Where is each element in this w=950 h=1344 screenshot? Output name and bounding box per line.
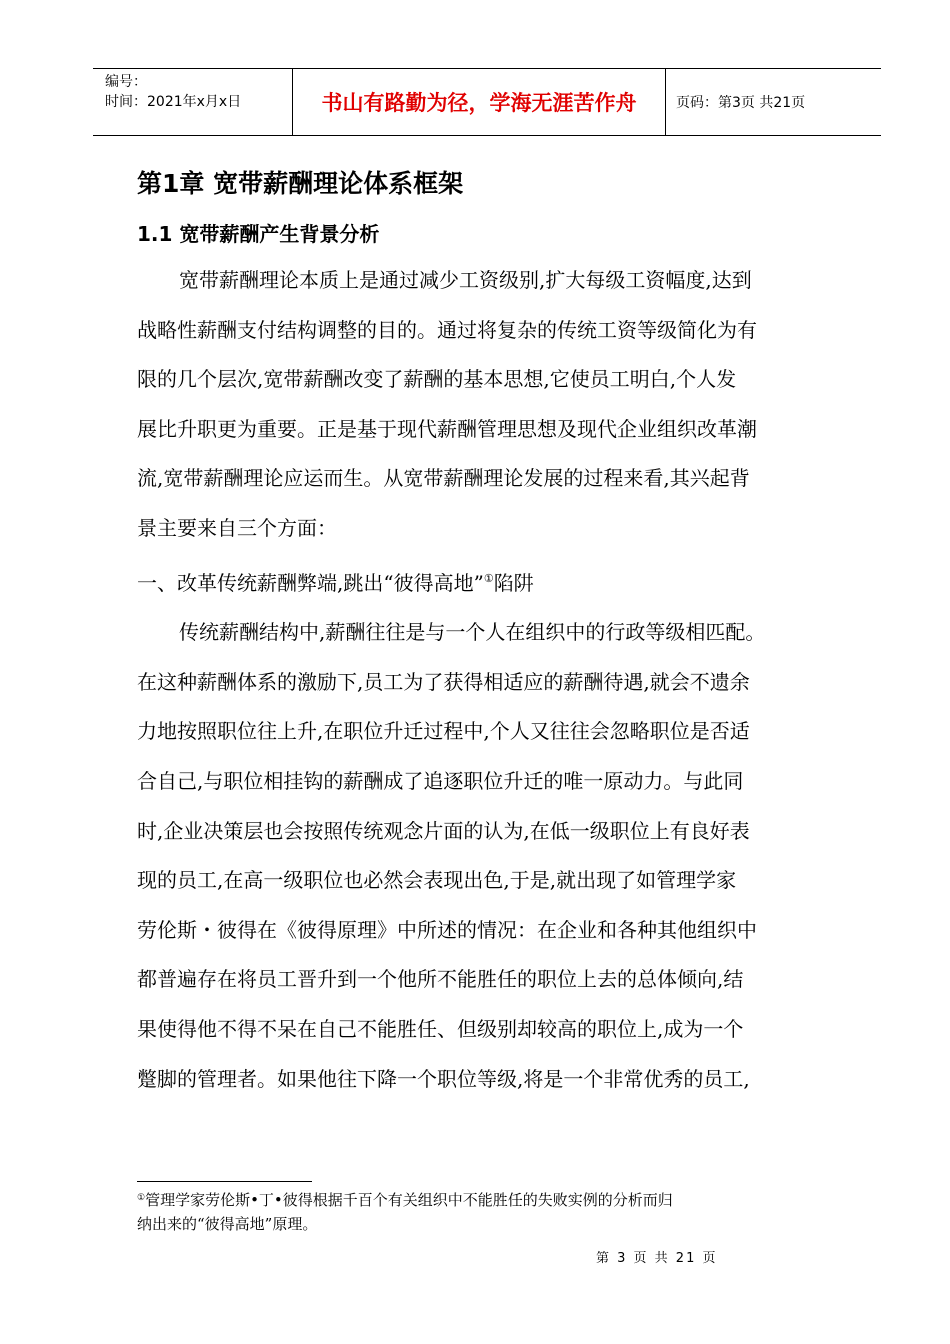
document-body — [137, 160, 837, 1104]
header-number: 编号： — [105, 74, 147, 90]
paragraph-line: 宽带薪酬理论本质上是通过减少工资级别,扩大每级工资幅度,达到 — [179, 268, 752, 292]
paragraph-line: 展比升职更为重要。正是基于现代薪酬管理思想及现代企业组织改革潮 — [137, 416, 757, 441]
header-motto: 书山有路勤为径，学海无涯苦作舟 — [293, 69, 666, 135]
footnote — [137, 1186, 837, 1236]
paragraph-line: 时,企业决策层也会按照传统观念片面的认为,在低一级职位上有良好表 — [137, 818, 750, 843]
paragraph-line: 战略性薪酬支付结构调整的目的。通过将复杂的传统工资等级简化为有 — [137, 317, 757, 342]
footnote-reference[interactable]: ① — [483, 571, 494, 585]
page-footer: 第 3 页 共 21 页 — [596, 1251, 718, 1266]
paragraph-line: 在这种薪酬体系的激励下,员工为了获得相适应的薪酬待遇,就会不遗余 — [137, 669, 750, 694]
paragraph-line: 劳伦斯・彼得在《彼得原理》中所述的情况：在企业和各种其他组织中 — [137, 917, 757, 942]
paragraph-line: 果使得他不得不呆在自己不能胜任、但级别却较高的职位上,成为一个 — [137, 1016, 744, 1041]
page-header — [93, 68, 881, 136]
paragraph-line: 传统薪酬结构中,薪酬往往是与一个人在组织中的行政等级相匹配。 — [179, 620, 766, 645]
subheading-text-end: 陷阱 — [493, 570, 534, 595]
footnote-mark: ① — [137, 1193, 146, 1203]
chapter-title: 第1章 宽带薪酬理论体系框架 — [137, 169, 464, 198]
paragraph-line: 都普遍存在将员工晋升到一个他所不能胜任的职位上去的总体倾向,结 — [137, 967, 744, 992]
paragraph-1 — [137, 256, 837, 554]
paragraph-line: 现的员工,在高一级职位也必然会表现出色,于是,就出现了如管理学家 — [137, 868, 737, 893]
paragraph-line: 景主要来自三个方面： — [137, 515, 337, 540]
paragraph-line: 力地按照职位往上升,在职位升迁过程中,个人又往往会忽略职位是否适 — [137, 719, 750, 744]
paragraph-line: 流,宽带薪酬理论应运而生。从宽带薪酬理论发展的过程来看,其兴起背 — [137, 466, 750, 491]
footnote-line-2: 纳出来的“彼得高地”原理。 — [137, 1215, 318, 1233]
footnote-line-1: 管理学家劳伦斯•丁•彼得根据千百个有关组织中不能胜任的失败实例的分析而归 — [145, 1191, 673, 1209]
paragraph-line: 蹩脚的管理者。如果他往下降一个职位等级,将是一个非常优秀的员工, — [137, 1066, 750, 1091]
footnote-divider — [137, 1181, 312, 1182]
subheading — [137, 554, 837, 609]
header-page-info: 页码：第3页 共21页 — [676, 95, 806, 111]
paragraph-line: 限的几个层次,宽带薪酬改变了薪酬的基本思想,它使员工明白,个人发 — [137, 367, 737, 392]
header-meta — [93, 69, 293, 135]
subheading-text: 一、改革传统薪酬弊端,跳出“彼得高地” — [137, 570, 484, 595]
header-time: 时间：2021年x月x日 — [105, 94, 242, 110]
section-title: 1.1 宽带薪酬产生背景分析 — [137, 222, 380, 246]
paragraph-2 — [137, 608, 837, 1104]
paragraph-line: 合自己,与职位相挂钩的薪酬成了追逐职位升迁的唯一原动力。与此同 — [137, 768, 744, 793]
